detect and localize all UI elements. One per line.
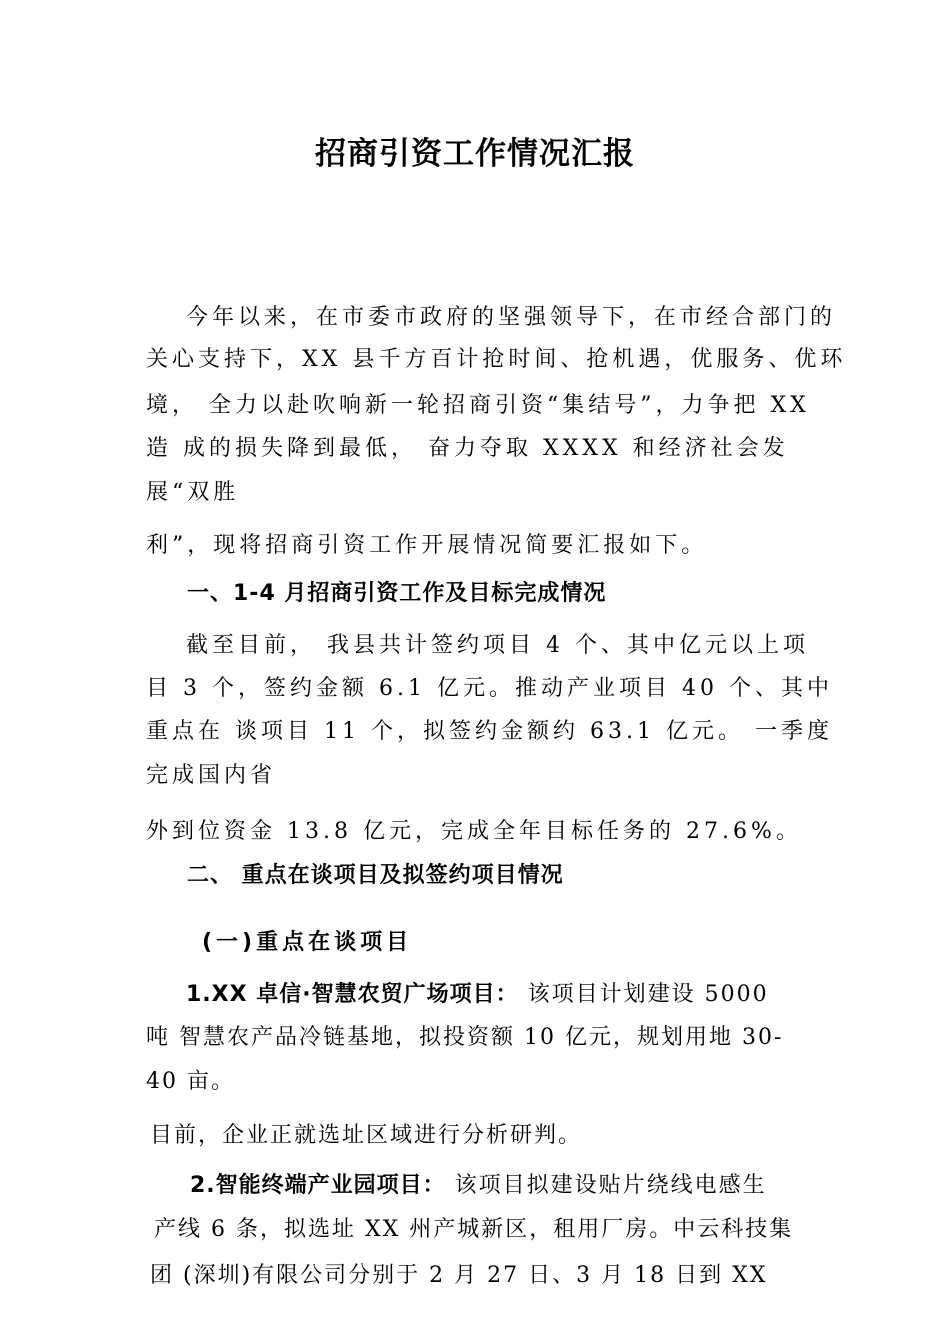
project-1-line-2: 吨 智慧农产品冷链基地，拟投资额 10 亿元，规划用地 30- bbox=[146, 1025, 784, 1050]
section-2-heading: 二、 重点在谈项目及拟签约项目情况 bbox=[187, 863, 564, 888]
project-1-lead: 1.XX 卓信·智慧农贸广场项目： bbox=[186, 982, 519, 1007]
project-2-lead: 2.智能终端产业园项目： bbox=[190, 1173, 446, 1198]
section-1-heading: 一、1-4 月招商引资工作及目标完成情况 bbox=[187, 581, 607, 606]
project-2-line-2: 产线 6 条，拟选址 XX 州产城新区，租用厂房。中云科技集 bbox=[154, 1217, 794, 1242]
project-2-first-line-rest: 该项目拟建设贴片绕线电感生 bbox=[445, 1173, 767, 1198]
intro-line-6: 利”，现将招商引资工作开展情况简要汇报如下。 bbox=[146, 533, 708, 558]
intro-line-1: 今年以来，在市委市政府的坚强领导下，在市经合部门的 bbox=[186, 305, 837, 330]
project-2-first-line bbox=[190, 1171, 767, 1201]
project-1-line-4: 目前，企业正就选址区域进行分析研判。 bbox=[150, 1123, 583, 1148]
project-2-line-3: 团 (深圳)有限公司分别于 2 月 27 日、3 月 18 日到 XX bbox=[150, 1263, 768, 1288]
section-1-line-5: 外到位资金 13.8 亿元，完成全年目标任务的 27.6%。 bbox=[146, 819, 802, 844]
intro-line-3: 境， 全力以赴吹响新一轮招商引资“集结号”，力争把 XX bbox=[146, 393, 810, 418]
intro-line-4: 造 成的损失降到最低， 奋力夺取 XXXX 和经济社会发 bbox=[146, 436, 789, 461]
project-1-first-line bbox=[186, 980, 769, 1010]
section-1-line-3: 重点在 谈项目 11 个，拟签约金额约 63.1 亿元。 一季度 bbox=[146, 719, 833, 744]
project-1-first-line-rest: 该项目计划建设 5000 bbox=[518, 982, 769, 1007]
section-1-line-4: 完成国内省 bbox=[146, 763, 277, 788]
subsection-1-heading: (一)重点在谈项目 bbox=[202, 930, 413, 955]
intro-line-5: 展“双胜 bbox=[146, 480, 240, 505]
section-1-line-2: 目 3 个，签约金额 6.1 亿元。推动产业项目 40 个、其中 bbox=[146, 676, 833, 701]
section-1-line-1: 截至目前， 我县共计签约项目 4 个、其中亿元以上项 bbox=[186, 633, 809, 658]
document-title: 招商引资工作情况汇报 bbox=[315, 136, 635, 172]
intro-line-2: 关心支持下，XX 县千方百计抢时间、抢机遇，优服务、优环 bbox=[146, 347, 847, 372]
project-1-line-3: 40 亩。 bbox=[146, 1069, 235, 1094]
